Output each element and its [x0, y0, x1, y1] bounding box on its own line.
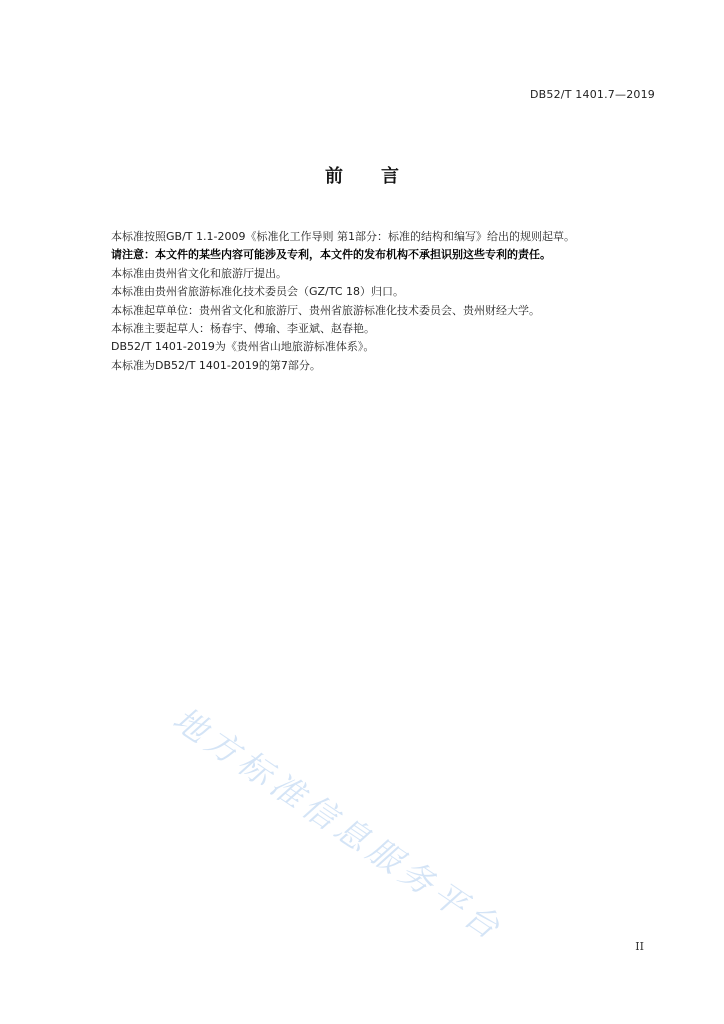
document-code: DB52/T 1401.7—2019 — [529, 88, 655, 101]
watermark: 地方标准信息服务平台 — [165, 698, 512, 950]
paragraph-system: DB52/T 1401-2019为《贵州省山地旅游标准体系》。 — [111, 340, 375, 354]
title-char-1: 前 — [325, 166, 343, 187]
paragraph-drafting-rules: 本标准按照GB/T 1.1-2009《标准化工作导则 第1部分：标准的结构和编写》给出的规则起草。 — [111, 230, 575, 243]
paragraph-centralized: 本标准由贵州省旅游标准化技术委员会（GZ/TC 18）归口。 — [111, 285, 405, 299]
title-char-2: 言 — [381, 166, 399, 187]
paragraph-proposer: 本标准由贵州省文化和旅游厅提出。 — [111, 266, 287, 280]
paragraph-drafting-units: 本标准起草单位：贵州省文化和旅游厅、贵州省旅游标准化技术委员会、贵州财经大学。 — [111, 303, 540, 317]
page-number: II — [635, 940, 644, 953]
paragraph-patent-notice: 请注意：本文件的某些内容可能涉及专利，本文件的发布机构不承担识别这些专利的责任。 — [111, 248, 551, 262]
paragraph-part: 本标准为DB52/T 1401-2019的第7部分。 — [111, 358, 321, 372]
paragraph-drafters: 本标准主要起草人：杨春宇、傅瑜、李亚斌、赵春艳。 — [111, 322, 375, 336]
section-title — [0, 162, 724, 188]
foreword-body — [111, 228, 656, 375]
